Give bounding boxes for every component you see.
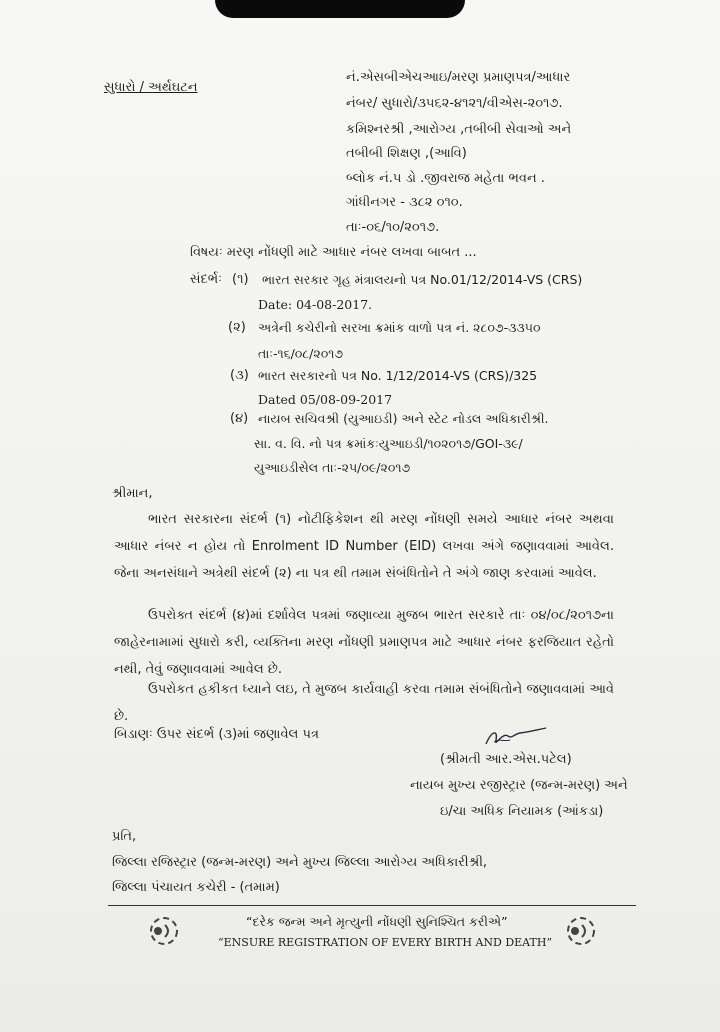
signatory-designation-2: ઇ/ચા અધિક નિયામક (આંકડા) bbox=[440, 804, 604, 819]
ref-line-7: તાઃ-૦૬/૧૦/૨૦૧૭. bbox=[346, 220, 440, 235]
footer-rule bbox=[108, 905, 636, 906]
ref4-line1: નાયબ સચિવશ્રી (યુઆઇડી) અને સ્ટેટ નોડલ અધિકારીશ્રી. bbox=[258, 411, 549, 426]
signatory-name: (શ્રીમતી આર.એસ.પટેલ) bbox=[440, 752, 572, 767]
left-emblem-icon bbox=[145, 912, 183, 950]
ref-line-4: તબીબી શિક્ષણ ,(આવિ) bbox=[346, 146, 467, 161]
enclosure-line: બિડાણઃ ઉપર સંદર્ભ (૩)માં જણાવેલ પત્ર bbox=[114, 727, 319, 742]
ref2-line1: અત્રેની કચેરીનો સરખા ક્રમાંક વાળો પત્ર નં. ૨૮૦૭-૩૩૫૦ bbox=[258, 320, 541, 335]
paragraph-1: ભારત સરકારના સંદર્ભ (૧) નોટીફિકેશન થી મરણ નોંધણી સમયે આધાર નંબર અથવા આધાર નંબર ન હોય તો Enrolment ID Number (EID) લખવા અંગે જણાવવામાં આવેલ. જેના અનસંધાને અત્રેથી સંદર્ભ (૨) ના પત્ર થી તમામ સંબંધિતોને તે અંગે જાણ કરવામાં આવેલ. bbox=[114, 512, 614, 581]
ref-line-6: ગાંધીનગર - ૩૮૨ ૦૧૦. bbox=[346, 195, 463, 210]
paragraph-3: ઉપરોકત હકીકત ધ્યાને લઇ, તે મુજબ કાર્યવાહી કરવા તમામ સંબંધિતોને જણાવવામાં આવે છે. bbox=[114, 682, 614, 724]
ref4-line3: યુઆઇડીસેલ તાઃ-૨૫/૦૯/૨૦૧૭ bbox=[254, 460, 411, 475]
salutation: શ્રીમાન, bbox=[112, 486, 153, 501]
signatory-designation-1: નાયબ મુખ્ય રજીસ્ટ્રાર (જન્મ-મરણ) અને bbox=[410, 778, 628, 793]
ref-line-1: નં.એસબીએચઆઇ/મરણ પ્રમાણપત્ર/આધાર bbox=[346, 70, 571, 85]
right-emblem-icon bbox=[562, 912, 600, 950]
references-label: સંદર્ભઃ bbox=[190, 272, 222, 287]
signature-scribble bbox=[480, 722, 550, 752]
ref-line-3: કમિશ્નરશ્રી ,આરોગ્ય ,તબીબી સેવાઓ અને bbox=[346, 122, 572, 137]
to-label: પ્રતિ, bbox=[112, 829, 137, 844]
footer-slogan-gujarati: “દરેક જન્મ અને મૃત્યુની નોંધણી સુનિશ્ચિત કરીએ” bbox=[246, 914, 508, 929]
ref3-line1: ભારત સરકારનો પત્ર No. 1/12/2014-VS (CRS)/325 bbox=[258, 368, 538, 383]
ref1-line2: Date: 04-08-2017. bbox=[258, 297, 373, 312]
ref4-no: (૪) bbox=[230, 411, 249, 426]
ref2-line2: તાઃ-૧૬/૦૮/૨૦૧૭ bbox=[258, 346, 344, 361]
ref1-line1: ભારત સરકાર ગૃહ મંત્રાલયનો પત્ર No.01/12/2014-VS (CRS) bbox=[262, 272, 583, 287]
ref1-no: (૧) bbox=[232, 272, 249, 287]
ref2-no: (૨) bbox=[228, 320, 246, 335]
to-line-1: જિલ્લા રજિસ્ટ્રાર (જન્મ-મરણ) અને મુખ્ય જિલ્લા આરોગ્ય અધિકારીશ્રી, bbox=[112, 855, 488, 870]
photo-shadow bbox=[215, 0, 465, 18]
ref3-no: (૩) bbox=[230, 368, 249, 383]
paragraph-2: ઉપરોક્ત સંદર્ભ (૪)માં દર્શાવેલ પત્રમાં જણાવ્યા મુજબ ભારત સરકારે તાઃ ૦૪/૦૮/૨૦૧૭ના જાહેરનામામાં સુધારો કરી, વ્યક્તિના મરણ નોંધણી પ્રમાણપત્ર માટે આધાર નંબર ફરજિયાત રહેતો નથી, તેવું જણાવવામાં આવેલ છે. bbox=[114, 608, 614, 677]
ref-line-2: નંબર/ સુધારો/૩૫૬૨-૪૧૨૧/વીએસ-૨૦૧૭. bbox=[346, 96, 563, 111]
ref3-line2: Dated 05/08-09-2017 bbox=[258, 392, 393, 407]
subject-line: વિષયઃ મરણ નોંધણી માટે આધાર નંબર લખવા બાબત ... bbox=[190, 245, 477, 260]
ref-line-5: બ્લોક નં.૫ ડો .જીવરાજ મહેતા ભવન . bbox=[346, 171, 545, 186]
header-left-label: સુધારો / અર્થઘટન bbox=[104, 80, 198, 95]
footer-slogan-english: “ENSURE REGISTRATION OF EVERY BIRTH AND DEATH” bbox=[218, 936, 553, 949]
to-line-2: જિલ્લા પંચાયત કચેરી - (તમામ) bbox=[112, 880, 280, 895]
ref4-line2: સા. વ. વિ. નો પત્ર ક્રમાંકઃયુઆઇડી/૧૦૨૦૧૭/GOI-૩૯/ bbox=[254, 436, 523, 451]
